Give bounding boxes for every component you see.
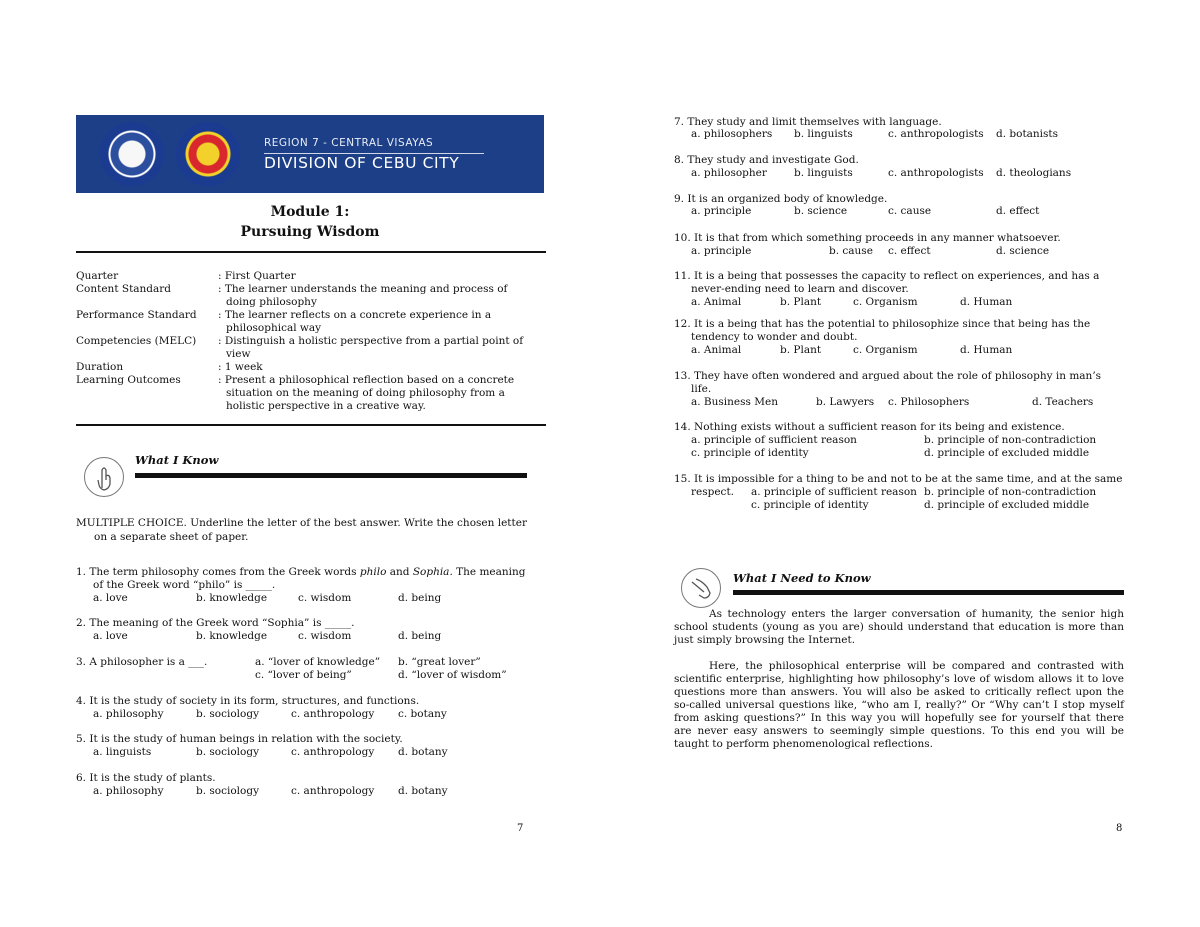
option: c. Organism [853, 344, 918, 356]
info-label: Competencies (MELC) [76, 335, 197, 347]
info-label: Duration [76, 361, 124, 373]
section-bar [135, 473, 527, 478]
option: d. Human [960, 344, 1013, 356]
question-stem: 14. Nothing exists without a sufficient reason for its being and existence. [674, 421, 1065, 433]
module-number: Module 1: [270, 204, 350, 220]
option: a. principle of sufficient reason [691, 434, 857, 446]
division-banner [76, 115, 544, 193]
option: a. principle [691, 205, 752, 217]
question-stem-cont: life. [691, 383, 712, 395]
option: b. sociology [196, 785, 259, 797]
question-stem: 9. It is an organized body of knowledge. [674, 193, 888, 205]
option: b. cause [829, 245, 873, 257]
info-value: holistic perspective in a creative way. [226, 400, 426, 412]
question-stem-cont: never-ending need to learn and discover. [691, 283, 909, 295]
option: c. wisdom [298, 592, 352, 604]
option: a. love [93, 592, 128, 604]
page-number: 7 [517, 823, 524, 834]
option: c. principle of identity [691, 447, 809, 459]
info-label: Content Standard [76, 283, 172, 295]
option: a. Animal [691, 296, 742, 308]
option: d. principle of excluded middle [924, 499, 1090, 511]
option: d. principle of excluded middle [924, 447, 1090, 459]
question-stem-cont: respect. [691, 486, 734, 498]
question-stem: 15. It is impossible for a thing to be and not to be at the same time, and at the same [674, 473, 1123, 485]
banner-region: REGION 7 - CENTRAL VISAYAS [264, 137, 434, 149]
option: c. “lover of being” [255, 669, 352, 681]
option: b. principle of non-contradiction [924, 486, 1097, 498]
option: c. principle of identity [751, 499, 869, 511]
option: a. Business Men [691, 396, 778, 408]
option: a. philosophy [93, 785, 164, 797]
option: a. principle of sufficient reason [751, 486, 917, 498]
question-stem: 7. They study and limit themselves with language. [674, 116, 942, 128]
banner-division: DIVISION OF CEBU CITY [264, 154, 460, 172]
option: c. anthropology [291, 708, 375, 720]
info-value: : Present a philosophical reflection based on a concrete [218, 374, 515, 386]
option: d. theologians [996, 167, 1072, 179]
option: a. philosopher [691, 167, 767, 179]
info-value: : The learner reflects on a concrete experience in a [218, 309, 492, 321]
option: c. Philosophers [888, 396, 970, 408]
question-stem: 5. It is the study of human beings in relation with the society. [76, 733, 403, 745]
question-stem: 6. It is the study of plants. [76, 772, 216, 784]
option: d. Human [960, 296, 1013, 308]
option: b. linguists [794, 167, 853, 179]
option: b. “great lover” [398, 656, 481, 668]
info-label: Quarter [76, 270, 119, 282]
intro-paragraph: As technology enters the larger conversation of humanity, the senior high school students (young as you are) should understand that education is more than just simply browsing the Internet. [674, 608, 1124, 646]
divider [76, 251, 546, 253]
option: d. botany [398, 785, 448, 797]
option: c. Organism [853, 296, 918, 308]
option: b. Plant [780, 344, 822, 356]
option: a. philosophy [93, 708, 164, 720]
module-title: Pursuing Wisdom [240, 224, 380, 240]
question-stem: 10. It is that from which something proceeds in any manner whatsoever. [674, 232, 1061, 244]
option: d. effect [996, 205, 1040, 217]
question-stem: 12. It is a being that has the potential to philosophize since that being has the [674, 318, 1091, 330]
option: d. “lover of wisdom” [398, 669, 507, 681]
question-stem-cont: tendency to wonder and doubt. [691, 331, 858, 343]
option: b. knowledge [196, 630, 268, 642]
option: b. principle of non-contradiction [924, 434, 1097, 446]
option: d. botanists [996, 128, 1059, 140]
info-value: doing philosophy [226, 296, 317, 308]
option: d. Teachers [1032, 396, 1094, 408]
divider [76, 424, 546, 426]
page-number: 8 [1116, 823, 1123, 834]
option: b. Lawyers [816, 396, 875, 408]
info-label: Learning Outcomes [76, 374, 181, 386]
option: a. linguists [93, 746, 152, 758]
option: d. being [398, 630, 442, 642]
option: d. botany [398, 746, 448, 758]
option: c. anthropology [291, 785, 375, 797]
option: c. anthropologists [888, 128, 984, 140]
option: c. anthropologists [888, 167, 984, 179]
cebu-city-seal-icon [176, 122, 240, 186]
option: b. linguists [794, 128, 853, 140]
instruction-line: on a separate sheet of paper. [94, 531, 249, 543]
option: a. principle [691, 245, 752, 257]
question-stem-cont: of the Greek word “philo” is _____. [93, 579, 276, 591]
question-stem: 11. It is a being that possesses the capacity to reflect on experiences, and has a [674, 270, 1100, 282]
option: b. sociology [196, 708, 259, 720]
info-label: Performance Standard [76, 309, 197, 321]
option: b. science [794, 205, 848, 217]
question-stem: 4. It is the study of society in its form, structures, and functions. [76, 695, 420, 707]
option: d. being [398, 592, 442, 604]
option: d. science [996, 245, 1050, 257]
what-i-know-title: What I Know [135, 453, 219, 467]
option: b. sociology [196, 746, 259, 758]
option: a. love [93, 630, 128, 642]
option: c. effect [888, 245, 931, 257]
raised-hand-icon [84, 457, 124, 497]
info-value: : Distinguish a holistic perspective from a partial point of [218, 335, 524, 347]
instruction-line: MULTIPLE CHOICE. Underline the letter of the best answer. Write the chosen letter [76, 517, 527, 529]
question-stem: 2. The meaning of the Greek word “Sophia” is _____. [76, 617, 355, 629]
option: a. Animal [691, 344, 742, 356]
option: c. anthropology [291, 746, 375, 758]
section-bar [733, 590, 1124, 595]
info-value: view [226, 348, 251, 360]
info-value: : 1 week [218, 361, 263, 373]
question-stem: 13. They have often wondered and argued about the role of philosophy in man’s [674, 370, 1102, 382]
question-stem: 1. The term philosophy comes from the Greek words philo and Sophia. The meaning [76, 566, 526, 578]
info-value: philosophical way [226, 322, 322, 334]
question-stem: 3. A philosopher is a ___. [76, 656, 208, 668]
question-stem: 8. They study and investigate God. [674, 154, 859, 166]
option: a. “lover of knowledge” [255, 656, 381, 668]
option: b. Plant [780, 296, 822, 308]
option: c. cause [888, 205, 932, 217]
option: c. botany [398, 708, 447, 720]
info-value: situation on the meaning of doing philosophy from a [226, 387, 505, 399]
info-value: : First Quarter [218, 270, 296, 282]
pointing-hand-icon [681, 568, 721, 608]
option: c. wisdom [298, 630, 352, 642]
option: b. knowledge [196, 592, 268, 604]
deped-seal-icon [100, 122, 164, 186]
option: a. philosophers [691, 128, 773, 140]
info-value: : The learner understands the meaning and process of [218, 283, 508, 295]
what-i-need-to-know-title: What I Need to Know [733, 571, 871, 585]
intro-paragraph: Here, the philosophical enterprise will be compared and contrasted with scientific enterprise, highlighting how philosophy’s love of wisdom allows it to love questions more than answers. You will also be asked to critically reflect upon the so-called universal questions like, “who am I, really?” Or “Why can’t I stop myself from asking questions?” In this way you will hopefully see for yourself that there are never easy answers to seemingly simple questions. To this end you will be taught to perform phenomenological reflections. [674, 660, 1124, 750]
